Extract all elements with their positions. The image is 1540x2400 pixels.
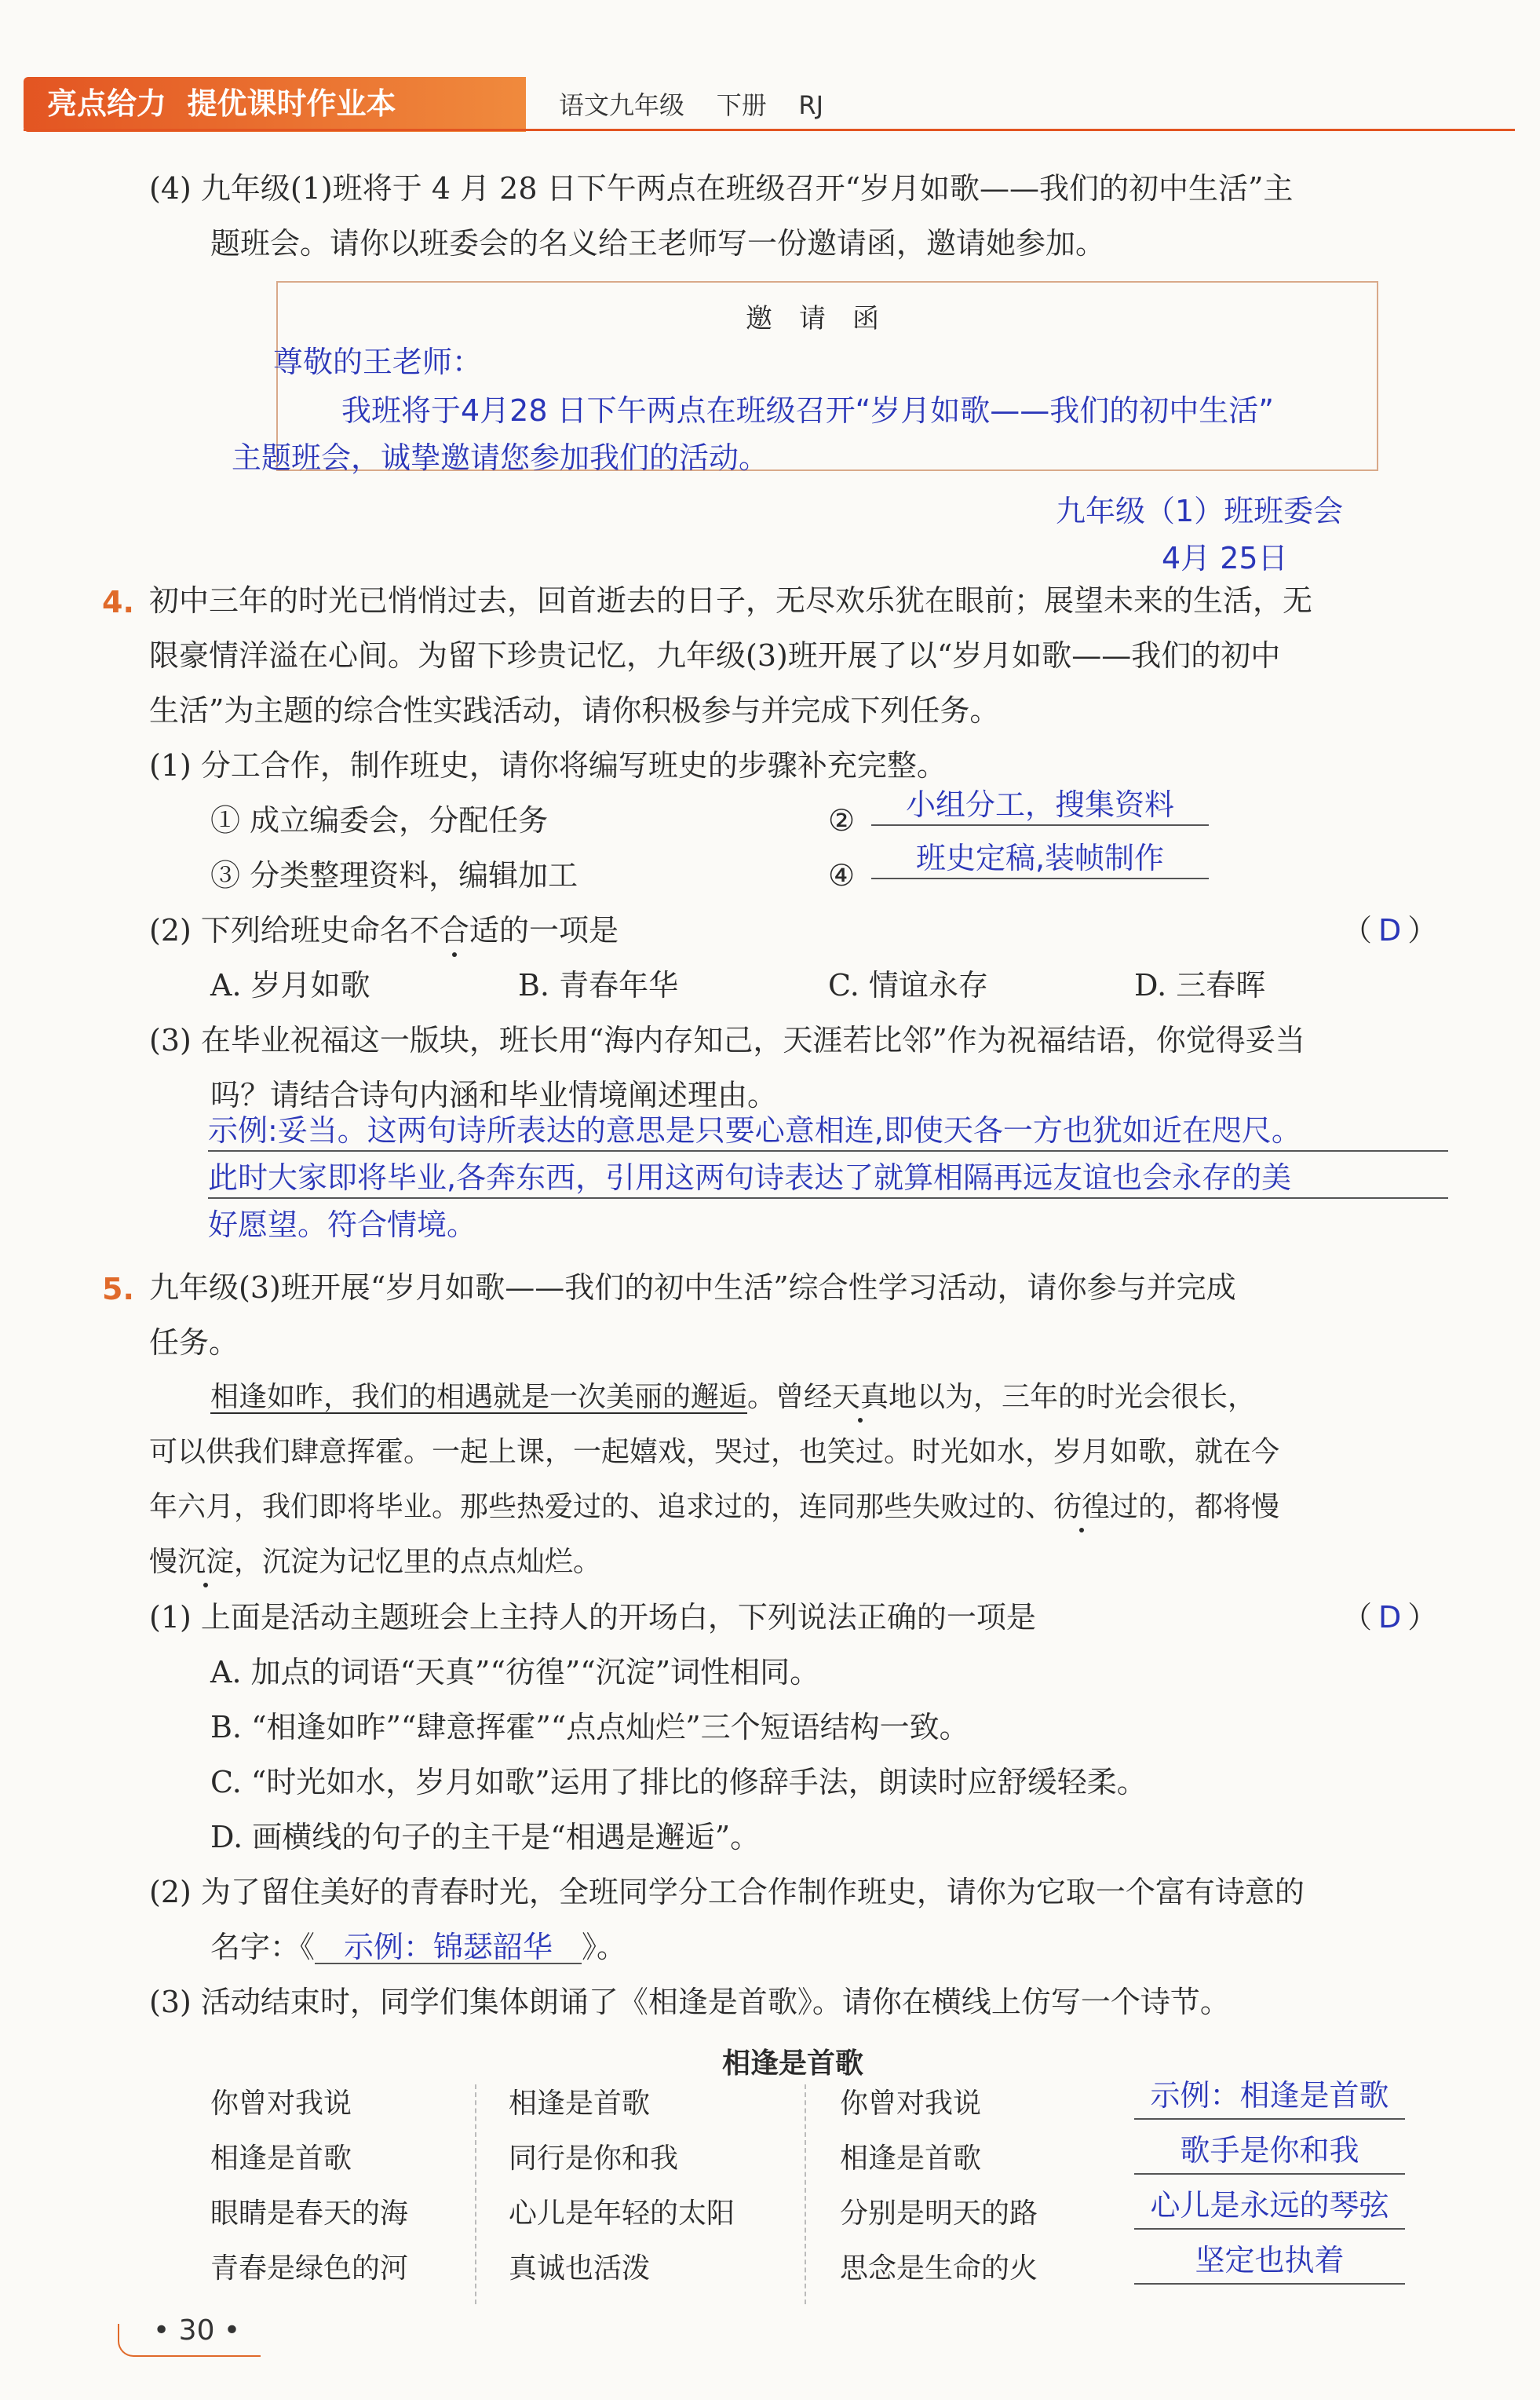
q5-part1: (1) 上面是活动主题班会上主持人的开场白，下列说法正确的一项是 (149, 1600, 1036, 1635)
invitation-body-line2: 主题班会，诚挚邀请您参加我们的活动。 (232, 440, 769, 475)
q4-option-c: C. 情谊永存 (828, 968, 988, 1003)
q5-passage-text-3a: 年六月，我们即将毕业。那些热爱过的、追求过的，连同那些失败过的、 (149, 1491, 1054, 1523)
invitation-date: 4月 25日 (1162, 541, 1288, 575)
q5-underlined-sentence: 相逢如昨，我们的相遇就是一次美丽的邂逅 (210, 1381, 748, 1413)
invitation-greeting: 尊敬的王老师： (273, 345, 483, 379)
poem-col4-line1: 示例：相逢是首歌 (1134, 2073, 1405, 2120)
q5-part1-paren-right: ） (1407, 1600, 1438, 1635)
header-title (47, 83, 396, 124)
q5-part1-answer-paren (1342, 1602, 1437, 1633)
poem-col2-line2: 同行是你和我 (509, 2142, 679, 2175)
q4-step4-num: ④ (828, 858, 856, 893)
poem-col1-line3: 眼睛是春天的海 (210, 2197, 409, 2230)
q5-part2-line1: (2) 为了留住美好的青春时光，全班同学分工合作制作班史，请你为它取一个富有诗意的 (149, 1875, 1305, 1909)
q4-part2-text-a: (2) 下列给班史命名 (149, 913, 410, 948)
poem-col1-line4: 青春是绿色的河 (210, 2252, 409, 2285)
poem-divider-2 (805, 2084, 806, 2304)
q4-part3-line1: (3) 在毕业祝福这一版块，班长用“海内存知己，天涯若比邻”作为祝福结语，你觉得妥当 (149, 1023, 1305, 1058)
q5-passage-text-1b: 。曾经 (747, 1381, 833, 1413)
q4-part3-answer-line3: 好愿望。符合情境。 (208, 1207, 477, 1242)
q5-dotted-word-tianzhen: 天真 (832, 1381, 889, 1413)
poem-col2-line3: 心儿是年轻的太阳 (509, 2197, 735, 2230)
q4-part3-line2: 吗？请结合诗句内涵和毕业情境阐述理由。 (210, 1078, 778, 1112)
page-number: • 30 • (153, 2314, 241, 2347)
q5-option-c: C. “时光如水，岁月如歌”运用了排比的修辞手法，朗读时应舒缓轻柔。 (210, 1765, 1147, 1799)
invitation-body-line1: 我班将于4月28 日下午两点在班级召开“岁月如歌——我们的初中生活” (341, 393, 1274, 428)
q4-intro-line1: 初中三年的时光已悄悄过去，回首逝去的日子，无尽欢乐犹在眼前；展望未来的生活，无 (149, 583, 1313, 618)
q5-option-b: B. “相逢如昨”“肆意挥霍”“点点灿烂”三个短语结构一致。 (210, 1710, 969, 1744)
q5-passage-line1 (210, 1382, 1256, 1413)
q5-intro-line1: 九年级(3)班开展“岁月如歌——我们的初中生活”综合性学习活动，请你参与并完成 (149, 1270, 1236, 1305)
q4-part3-answer-line2: 此时大家即将毕业,各奔东西，引用这两句诗表达了就算相隔再远友谊也会永存的美 (208, 1158, 1448, 1199)
q5-option-a: A. 加点的词语“天真”“彷徨”“沉淀”词性相同。 (210, 1655, 820, 1689)
poem-col3-line3: 分别是明天的路 (840, 2197, 1038, 2230)
q5-dotted-word-chendian: 沉淀 (177, 1546, 235, 1578)
q4-part2 (149, 915, 619, 946)
q4-option-b: B. 青春年华 (518, 968, 679, 1003)
q4-part2-text-c: 的一项是 (498, 913, 619, 948)
poem-col4-line3: 心儿是永远的琴弦 (1134, 2183, 1405, 2230)
q5-passage-line4 (149, 1547, 601, 1578)
header-rule (24, 129, 1515, 131)
header-edition: RJ (798, 90, 824, 120)
q5-part3: (3) 活动结束时，同学们集体朗诵了《相逢是首歌》。请你在横线上仿写一个诗节。 (149, 1985, 1230, 2019)
q4-step2-num: ② (828, 803, 856, 838)
q4-part2-answer-paren (1342, 915, 1437, 946)
q4-intro-line2: 限豪情洋溢在心间。为留下珍贵记忆，九年级(3)班开展了以“岁月如歌——我们的初中 (149, 638, 1281, 673)
poem-divider-1 (475, 2084, 476, 2304)
q5-passage-line2: 可以供我们肆意挥霍。一起上课，一起嬉戏，哭过，也笑过。时光如水，岁月如歌，就在今 (149, 1436, 1280, 1468)
poem-col4-line4: 坚定也执着 (1134, 2237, 1405, 2285)
q4-part2-emphasis: 不合适 (409, 913, 499, 948)
q3-4-line1: (4) 九年级(1)班将于 4 月 28 日下午两点在班级召开“岁月如歌——我们的初中生活”主 (149, 171, 1294, 206)
q5-passage-text-4c: ，沉淀为记忆里的点点灿烂。 (234, 1546, 602, 1578)
q4-part1: (1) 分工合作，制作班史，请你将编写班史的步骤补充完整。 (149, 748, 947, 783)
q5-passage-line3 (149, 1492, 1279, 1523)
poem-col2-line4: 真诚也活泼 (509, 2252, 651, 2285)
q4-number: 4. (102, 585, 134, 619)
q4-part2-answer: D (1378, 913, 1402, 948)
invitation-title: 邀 请 函 (746, 303, 879, 334)
poem-title: 相逢是首歌 (722, 2047, 864, 2080)
q5-passage-text-4a: 慢 (149, 1546, 178, 1578)
poem-col3-line4: 思念是生命的火 (840, 2252, 1038, 2285)
q5-option-d: D. 画横线的句子的主干是“相遇是邂逅”。 (210, 1820, 761, 1854)
poem-col4-line2: 歌手是你和我 (1134, 2128, 1405, 2175)
q4-step3: ③ 分类整理资料，编辑加工 (210, 858, 578, 893)
header-volume: 下册 (716, 90, 767, 120)
q5-dotted-word-panghuang: 彷徨 (1053, 1491, 1111, 1523)
q5-part1-answer: D (1378, 1600, 1402, 1635)
q4-option-a: A. 岁月如歌 (210, 968, 370, 1003)
q5-part1-paren-left: （ (1342, 1600, 1373, 1635)
header-subtitle (559, 88, 823, 122)
invitation-signature: 九年级（1）班班委会 (1056, 494, 1344, 528)
q3-4-line2: 题班会。请你以班委会的名义给王老师写一份邀请函，邀请她参加。 (210, 226, 1106, 261)
header-series: 亮点给力 (47, 86, 167, 121)
q4-part2-paren-right: ） (1407, 913, 1438, 948)
q5-number: 5. (102, 1272, 134, 1306)
poem-col1-line2: 相逢是首歌 (210, 2142, 352, 2175)
header-book: 提优课时作业本 (187, 86, 396, 121)
q5-part2-text-c: 》。 (582, 1930, 627, 1964)
q4-step2-answer: 小组分工，搜集资料 (871, 785, 1209, 826)
poem-col3-line2: 相逢是首歌 (840, 2142, 982, 2175)
header-subject: 语文九年级 (559, 90, 685, 120)
q5-passage-text-1d: 地以为，三年的时光会很长， (889, 1381, 1257, 1413)
q5-part2-line2 (210, 1931, 626, 1964)
q5-intro-line2: 任务。 (149, 1325, 239, 1360)
poem-col2-line1: 相逢是首歌 (509, 2088, 651, 2120)
q4-part3-answer-line1: 示例:妥当。这两句诗所表达的意思是只要心意相连,即使天各一方也犹如近在咫尺。 (208, 1111, 1448, 1152)
q4-option-d: D. 三春晖 (1134, 968, 1266, 1003)
q5-part2-answer: 示例：锦瑟韶华 (315, 1931, 582, 1964)
poem-col1-line1: 你曾对我说 (210, 2088, 352, 2120)
poem-col3-line1: 你曾对我说 (840, 2088, 982, 2120)
q4-intro-line3: 生活”为主题的综合性实践活动，请你积极参与并完成下列任务。 (149, 693, 1000, 728)
q5-passage-text-3c: 过的，都将慢 (1110, 1491, 1280, 1523)
q4-step1: ① 成立编委会，分配任务 (210, 803, 549, 838)
q4-part2-paren-left: （ (1342, 913, 1373, 948)
q5-part2-text-b: 名字：《 (210, 1930, 316, 1964)
q4-step4-answer: 班史定稿,装帧制作 (871, 838, 1209, 879)
